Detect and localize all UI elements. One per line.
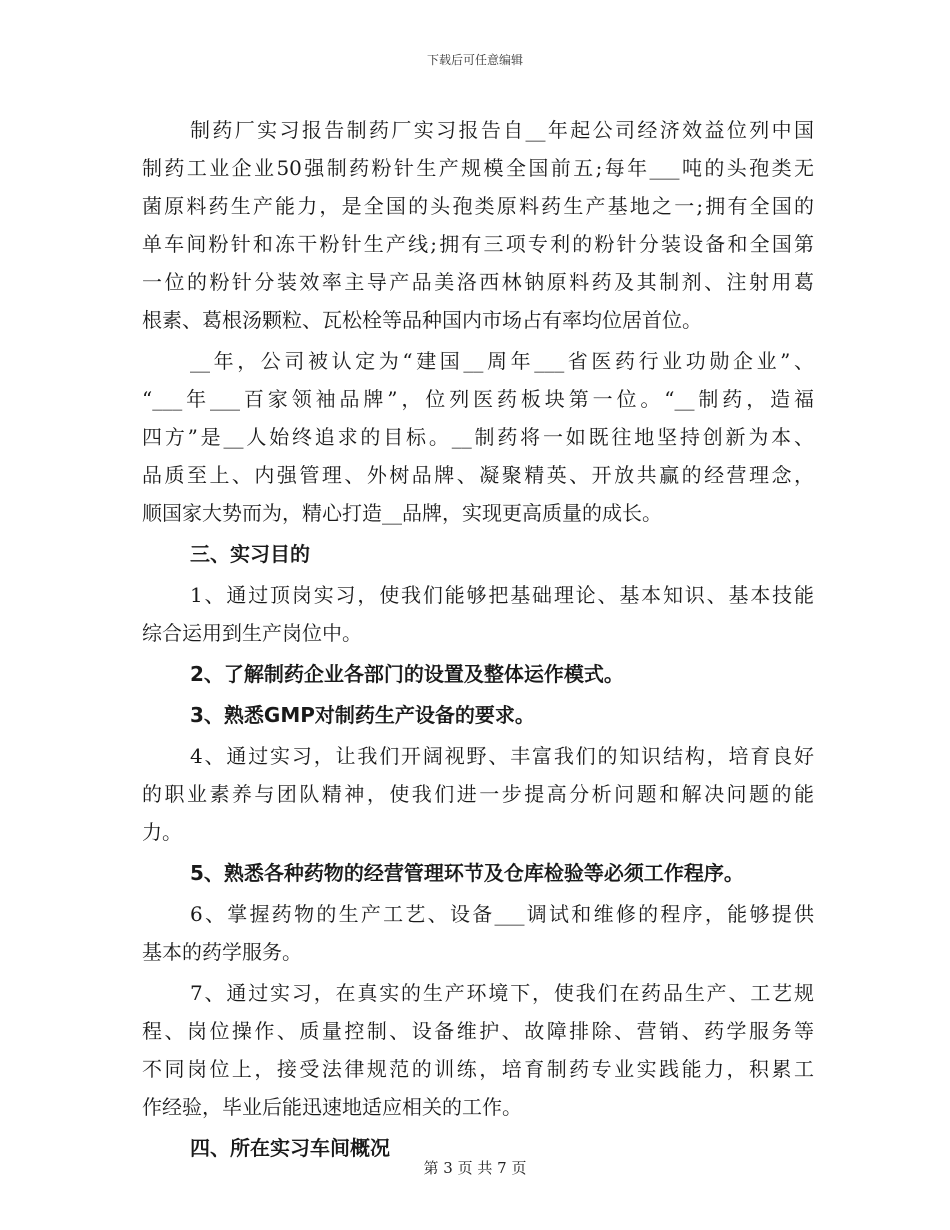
list-item-line: 综合运用到生产岗位中。 xyxy=(142,621,362,645)
section-heading: 四、所在实习车间概况 xyxy=(190,1136,390,1160)
list-item-line: 的职业素养与团队精神，使我们进一步提高分析问题和解决问题的能 xyxy=(142,782,814,806)
paragraph-line: 一位的粉针分装效率主导产品美洛西林钠原料药及其制剂、注射用葛 xyxy=(142,270,814,294)
section-heading: 三、实习目的 xyxy=(190,542,310,566)
page-footer: 第 3 页 共 7 页 xyxy=(423,1159,527,1177)
paragraph-line: 单车间粉针和冻干粉针生产线;拥有三项专利的粉针分装设备和全国第 xyxy=(142,232,814,256)
list-item-line: 作经验，毕业后能迅速地适应相关的工作。 xyxy=(142,1095,522,1119)
paragraph-line: 制药工业企业50强制药粉针生产规模全国前五;每年___吨的头孢类无 xyxy=(142,156,814,180)
paragraph-line: 品质至上、内强管理、外树品牌、凝聚精英、开放共赢的经营理念， xyxy=(142,463,814,487)
paragraph-line: “___年___百家领袖品牌”，位列医药板块第一位。“__制药，造福 xyxy=(142,387,814,411)
list-item-line: 基本的药学服务。 xyxy=(142,940,302,964)
paragraph-line: 制药厂实习报告制药厂实习报告自__年起公司经济效益位列中国 xyxy=(190,118,814,142)
list-item-line: 1、通过顶岗实习，使我们能够把基础理论、基本知识、基本技能 xyxy=(190,583,814,607)
list-item-line: 5、熟悉各种药物的经营管理环节及仓库检验等必须工作程序。 xyxy=(190,861,744,885)
list-item-line: 程、岗位操作、质量控制、设备维护、故障排除、营销、药学服务等 xyxy=(142,1019,814,1043)
paragraph-line: 顺国家大势而为，精心打造__品牌，实现更高质量的成长。 xyxy=(142,501,662,525)
list-item-line: 4、通过实习，让我们开阔视野、丰富我们的知识结构，培育良好 xyxy=(190,744,814,768)
list-item-line: 7、通过实习，在真实的生产环境下，使我们在药品生产、工艺规 xyxy=(190,981,814,1005)
paragraph-line: __年，公司被认定为“建国__周年___省医药行业功勋企业”、 xyxy=(190,349,814,373)
page-header: 下载后可任意编辑 xyxy=(426,53,523,67)
document-body xyxy=(142,111,814,1167)
paragraph-line: 菌原料药生产能力，是全国的头孢类原料药生产基地之一;拥有全国的 xyxy=(142,194,814,218)
list-item-line: 力。 xyxy=(142,820,182,844)
list-item-line: 3、熟悉GMP对制药生产设备的要求。 xyxy=(190,703,535,727)
list-item-line: 6、掌握药物的生产工艺、设备___调试和维修的程序，能够提供 xyxy=(190,902,814,926)
paragraph-line: 四方”是__人始终追求的目标。__制药将一如既往地坚持创新为本、 xyxy=(142,425,814,449)
list-item-line: 2、了解制药企业各部门的设置及整体运作模式。 xyxy=(190,662,624,686)
list-item-line: 不同岗位上，接受法律规范的训练，培育制药专业实践能力，积累工 xyxy=(142,1057,814,1081)
paragraph-line: 根素、葛根汤颗粒、瓦松栓等品种国内市场占有率均位居首位。 xyxy=(142,308,702,332)
